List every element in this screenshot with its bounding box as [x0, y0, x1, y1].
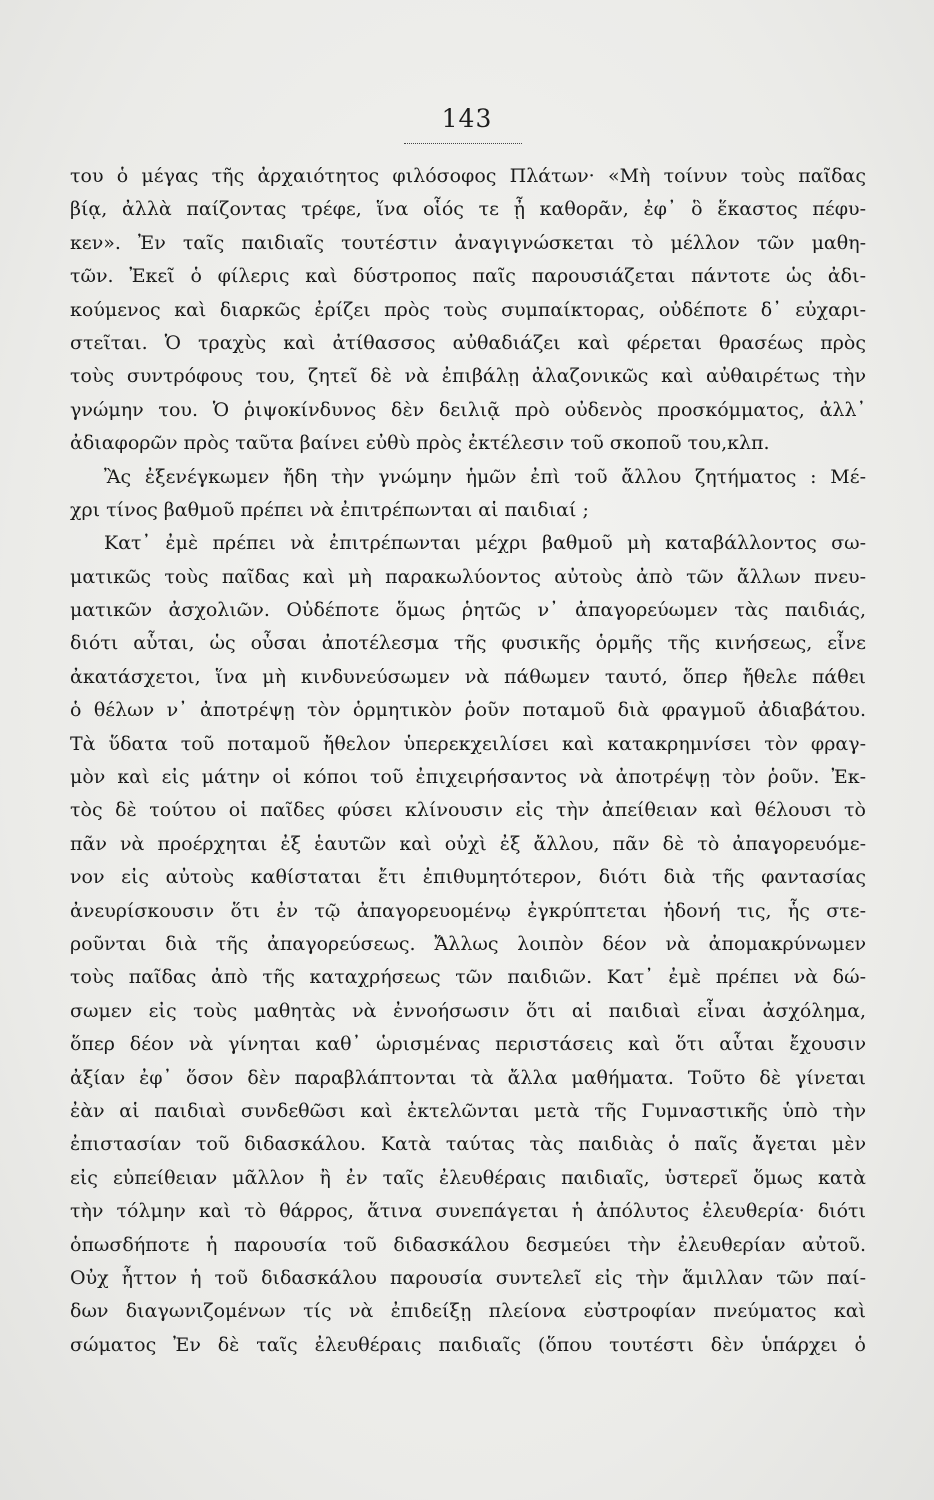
text-line: ματικῶς τοὺς παῖδας καὶ μὴ παρακωλύοντος αὐτοὺς ἀπὸ τῶν ἄλλων πνευ-	[70, 565, 866, 588]
text-line: Οὐχ ἧττον ἡ τοῦ διδασκάλου παρουσία συντελεῖ εἰς τὴν ἅμιλλαν τῶν παί-	[70, 1266, 866, 1289]
text-line: Κατ᾽ ἐμὲ πρέπει νὰ ἐπιτρέπωνται μέχρι βαθμοῦ μὴ καταβάλλοντος σω-	[104, 532, 866, 555]
text-line: σωμεν εἰς τοὺς μαθητὰς νὰ ἐννοήσωσιν ὅτι αἱ παιδιαὶ εἶναι ἀσχόλημα,	[70, 999, 866, 1022]
body-text	[70, 160, 866, 1362]
text-line: ροῦνται διὰ τῆς ἀπαγορεύσεως. Ἄλλως λοιπὸν δέον νὰ ἀπομακρύνωμεν	[70, 932, 866, 955]
header-rule	[404, 143, 522, 144]
text-line: ὁ θέλων ν᾽ ἀποτρέψῃ τὸν ὁρμητικὸν ῥοῦν ποταμοῦ διὰ φραγμοῦ ἀδιαβάτου.	[70, 699, 866, 722]
text-line: σώματος Ἐν δὲ ταῖς ἐλευθέραις παιδιαῖς (ὅπου τουτέστι δὲν ὑπάρχει ὁ	[70, 1333, 866, 1356]
text-line: ἀδιαφορῶν πρὸς ταῦτα βαίνει εὐθὺ πρὸς ἐκτέλεσιν τοῦ σκοποῦ του,κλπ.	[70, 432, 770, 455]
text-line: κούμενος καὶ διαρκῶς ἐρίζει πρὸς τοὺς συμπαίκτορας, οὐδέποτε δ᾽ εὐχαρι-	[70, 298, 866, 321]
text-line: ἀνευρίσκουσιν ὅτι ἐν τῷ ἀπαγορευομένῳ ἐγκρύπτεται ἡδονή τις, ἧς στε-	[70, 899, 866, 922]
text-line: τοὺς παῖδας ἀπὸ τῆς καταχρήσεως τῶν παιδιῶν. Κατ᾽ ἐμὲ πρέπει νὰ δώ-	[70, 966, 866, 989]
text-line: ἐπιστασίαν τοῦ διδασκάλου. Κατὰ ταύτας τὰς παιδιὰς ὁ παῖς ἄγεται μὲν	[70, 1133, 866, 1156]
text-line: διότι αὗται, ὡς οὖσαι ἀποτέλεσμα τῆς φυσικῆς ὁρμῆς τῆς κινήσεως, εἶνε	[70, 632, 866, 655]
text-line: μὸν καὶ εἰς μάτην οἱ κόποι τοῦ ἐπιχειρήσαντος νὰ ἀποτρέψῃ τὸν ῥοῦν. Ἐκ-	[70, 766, 866, 789]
text-line: νον εἰς αὐτοὺς καθίσταται ἔτι ἐπιθυμητότερον, διότι διὰ τῆς φαντασίας	[70, 866, 866, 889]
text-line: τῶν. Ἐκεῖ ὁ φίλερις καὶ δύστροπος παῖς παρουσιάζεται πάντοτε ὡς ἀδι-	[70, 265, 866, 288]
text-line: στεῖται. Ὁ τραχὺς καὶ ἀτίθασσος αὐθαδιάζει καὶ φέρεται θρασέως πρὸς	[70, 331, 866, 354]
text-line: δων διαγωνιζομένων τίς νὰ ἐπιδείξῃ πλείονα εὐστροφίαν πνεύματος καὶ	[70, 1300, 866, 1323]
text-line: Ἂς ἐξενέγκωμεν ἤδη τὴν γνώμην ἡμῶν ἐπὶ τοῦ ἄλλου ζητήματος : Μέ-	[104, 465, 866, 488]
text-line: ἀξίαν ἐφ᾽ ὅσον δὲν παραβλάπτονται τὰ ἄλλα μαθήματα. Τοῦτο δὲ γίνεται	[70, 1066, 866, 1089]
text-line: εἰς εὐπείθειαν μᾶλλον ἢ ἐν ταῖς ἐλευθέραις παιδιαῖς, ὑστερεῖ ὅμως κατὰ	[70, 1166, 866, 1189]
text-line: του ὁ μέγας τῆς ἀρχαιότητος φιλόσοφος Πλάτων· «Μὴ τοίνυν τοὺς παῖδας	[70, 165, 866, 187]
text-line: ὁπωσδήποτε ἡ παρουσία τοῦ διδασκάλου δεσμεύει τὴν ἐλευθερίαν αὐτοῦ.	[70, 1233, 866, 1256]
text-line: τὸς δὲ τούτου οἱ παῖδες φύσει κλίνουσιν εἰς τὴν ἀπείθειαν καὶ θέλουσι τὸ	[70, 799, 866, 822]
text-line: ματικῶν ἀσχολιῶν. Οὐδέποτε ὅμως ῥητῶς ν᾽ ἀπαγορεύωμεν τὰς παιδιάς,	[70, 599, 866, 622]
text-line: τὴν τόλμην καὶ τὸ θάρρος, ἅτινα συνεπάγεται ἡ ἀπόλυτος ἐλευθερία· διότι	[70, 1200, 866, 1223]
text-line: τοὺς συντρόφους του, ζητεῖ δὲ νὰ ἐπιβάλῃ ἀλαζονικῶς καὶ αὐθαιρέτως τὴν	[70, 365, 866, 388]
text-line: ὅπερ δέον νὰ γίνηται καθ᾽ ὡρισμένας περιστάσεις καὶ ὅτι αὗται ἔχουσιν	[70, 1033, 866, 1056]
text-line: ἀκατάσχετοι, ἵνα μὴ κινδυνεύσωμεν νὰ πάθωμεν ταυτό, ὅπερ ἤθελε πάθει	[70, 665, 866, 688]
text-line: Τὰ ὕδατα τοῦ ποταμοῦ ἤθελον ὑπερεκχειλίσει καὶ κατακρημνίσει τὸν φραγ-	[70, 732, 866, 755]
text-line: βίᾳ, ἀλλὰ παίζοντας τρέφε, ἵνα οἷός τε ᾖ καθορᾶν, ἐφ᾽ ὃ ἕκαστος πέφυ-	[70, 198, 866, 221]
page-number: 143	[441, 104, 493, 133]
text-line: ἐὰν αἱ παιδιαὶ συνδεθῶσι καὶ ἐκτελῶνται μετὰ τῆς Γυμναστικῆς ὑπὸ τὴν	[70, 1099, 866, 1122]
text-line: γνώμην του. Ὁ ῥιψοκίνδυνος δὲν δειλιᾷ πρὸ οὐδενὸς προσκόμματος, ἀλλ᾽	[70, 398, 866, 421]
text-line: πᾶν νὰ προέρχηται ἐξ ἑαυτῶν καὶ οὐχὶ ἐξ ἄλλου, πᾶν δὲ τὸ ἀπαγορευόμε-	[70, 832, 866, 855]
text-line: κεν». Ἐν ταῖς παιδιαῖς τουτέστιν ἀναγιγνώσκεται τὸ μέλλον τῶν μαθη-	[70, 231, 866, 254]
text-line: χρι τίνος βαθμοῦ πρέπει νὰ ἐπιτρέπωνται αἱ παιδιαί ;	[70, 498, 589, 521]
